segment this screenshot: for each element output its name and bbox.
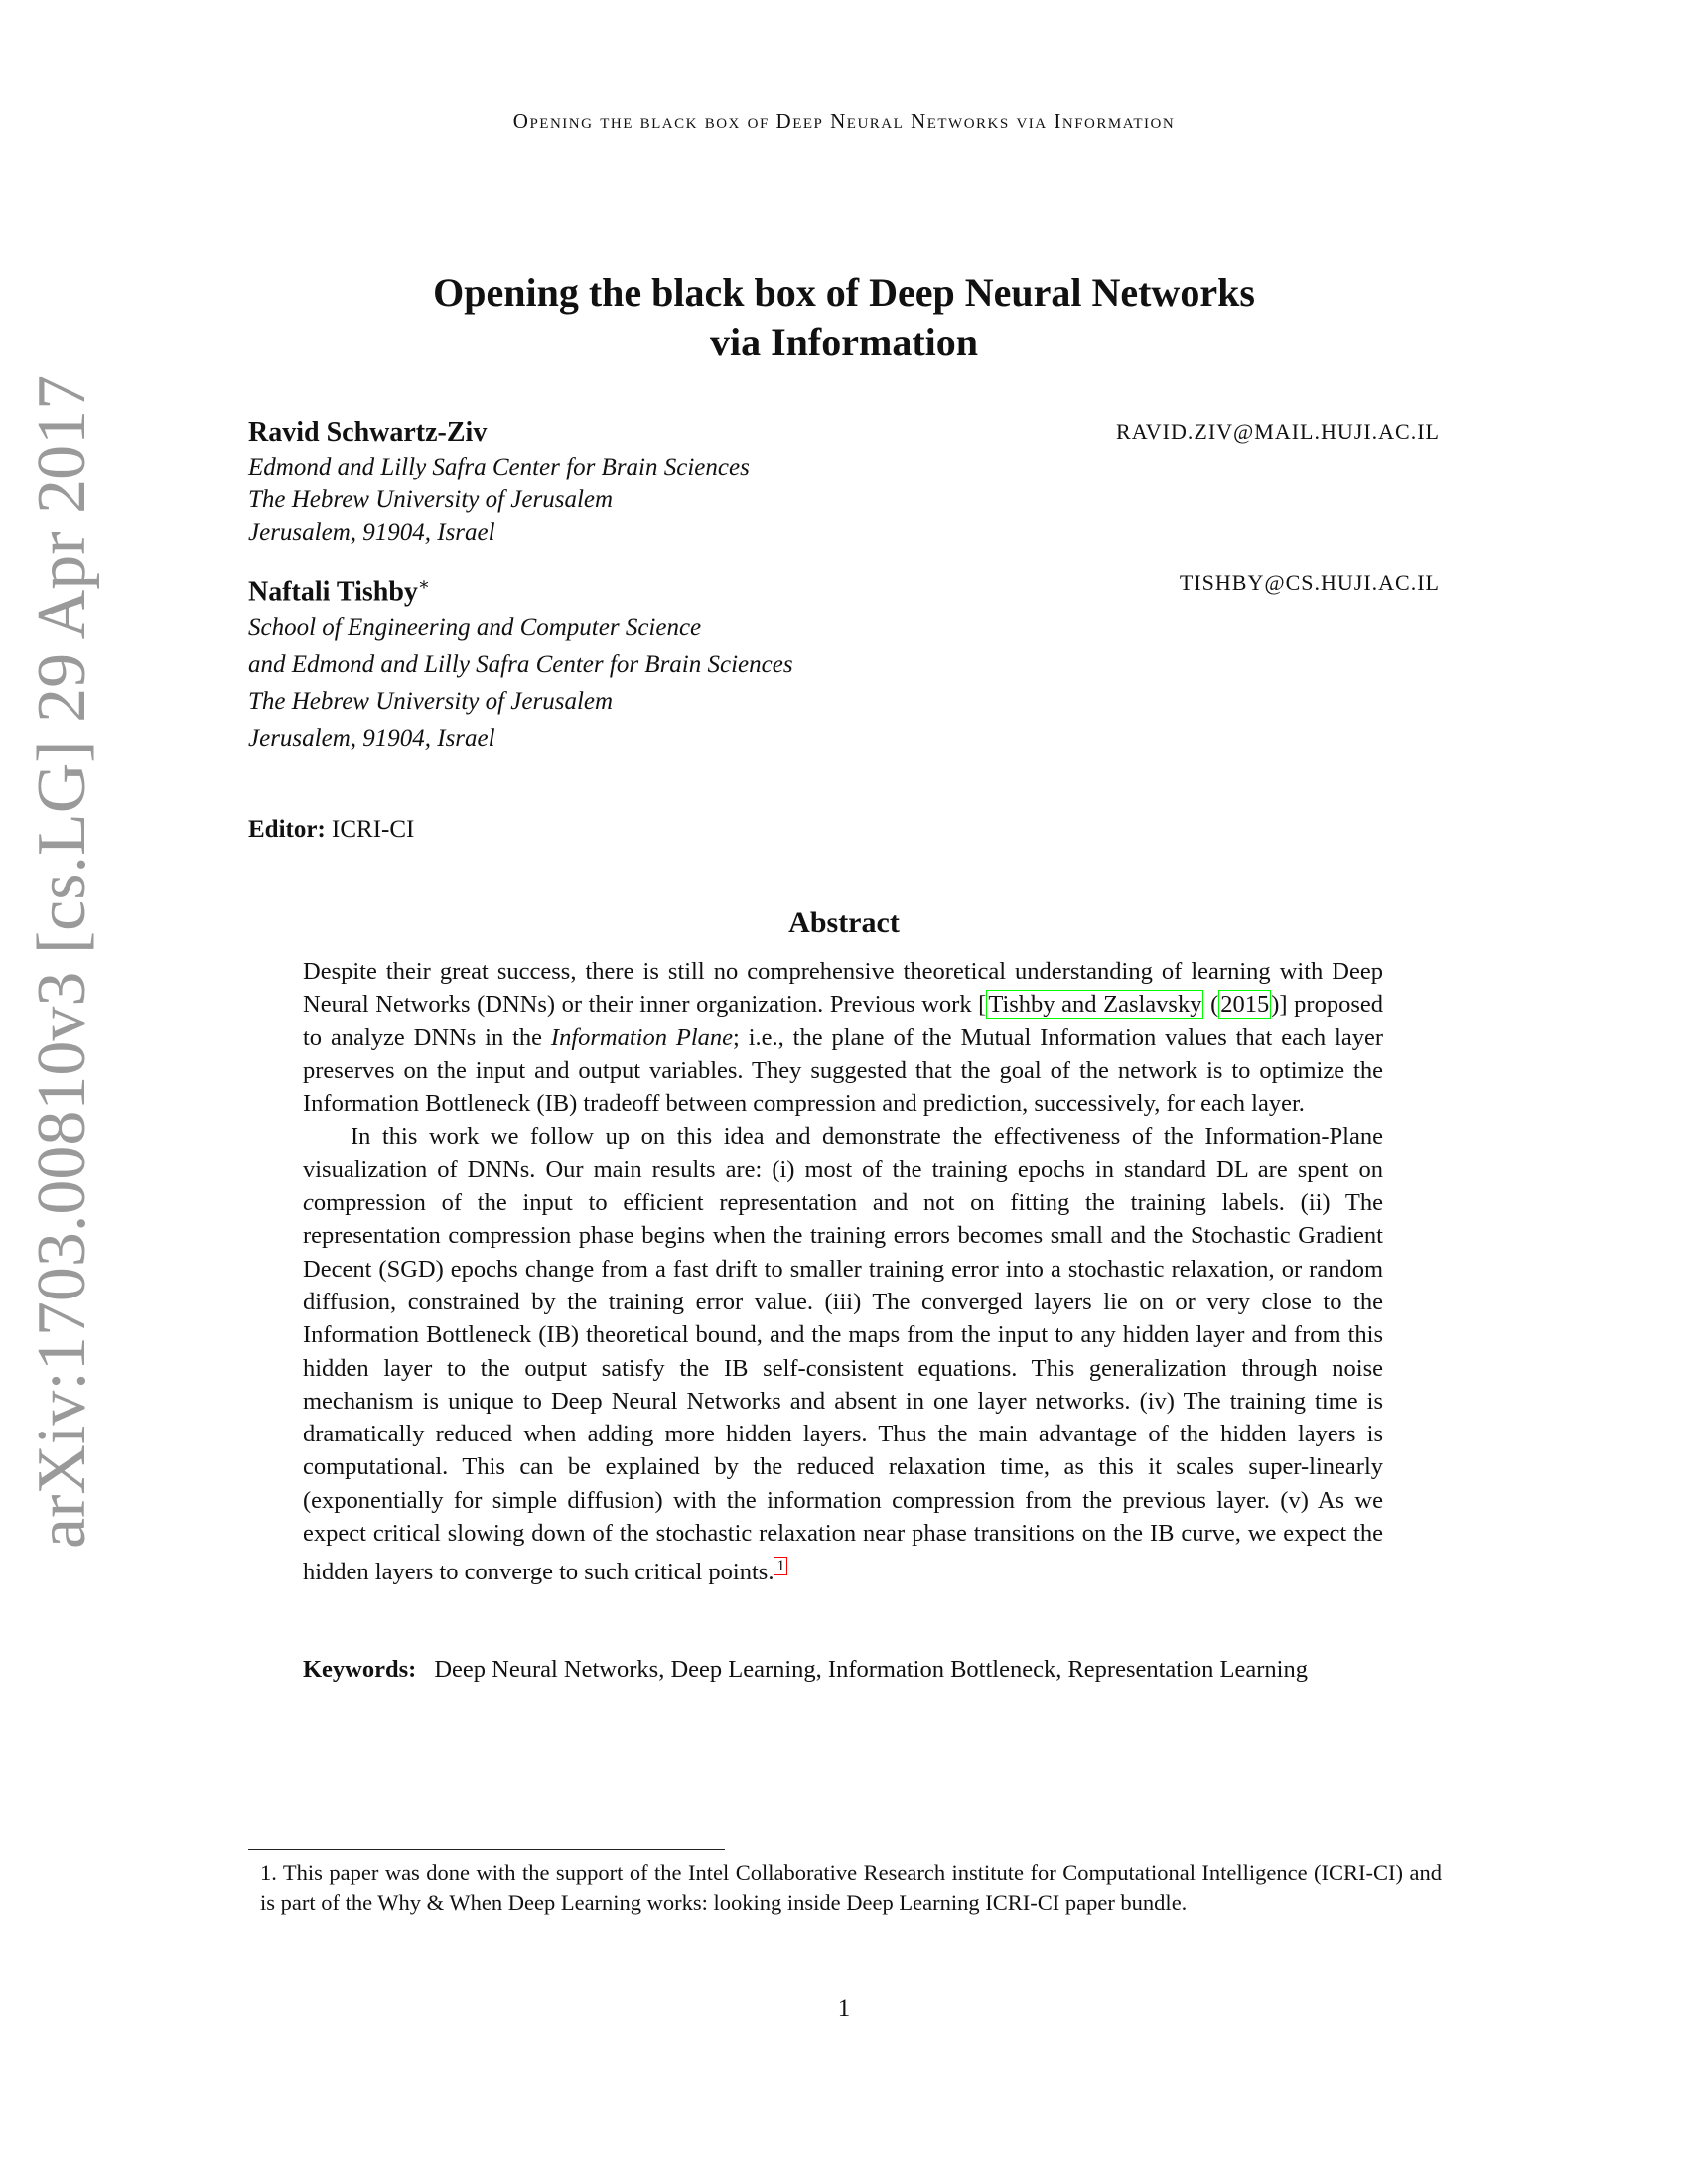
affiliation-line: The Hebrew University of Jerusalem: [248, 688, 614, 716]
corresponding-author-mark: ∗: [417, 574, 431, 594]
editor-value: ICRI-CI: [332, 816, 415, 843]
affiliation-line: The Hebrew University of Jerusalem: [248, 486, 614, 513]
citation-link-author[interactable]: Tishby and Zaslavsky: [988, 991, 1202, 1019]
author-email[interactable]: RAVID.ZIV@MAIL.HUJI.AC.IL: [1116, 419, 1440, 444]
page-number: 1: [837, 1995, 851, 2022]
emphasis-text: Information Plane: [550, 1024, 734, 1051]
abstract-paragraph-1: Despite their great success, there is still no comprehensive theoretical understanding of learning with Deep Neural Networks (DNNs) or their inner organization. Previous work [Tishby and Zaslavsky (2015)] proposed to analyze DNNs in the Information Plane; i.e., the plane of the Mutual Information values that each layer preserves on the input and output variables. They suggested that the goal of the network is to optimize the Information Bottleneck (IB) tradeoff between compression and prediction, successively, for each layer.: [303, 958, 1383, 1118]
affiliation-line: Edmond and Lilly Safra Center for Brain Sciences: [248, 454, 750, 480]
affiliation-line: School of Engineering and Computer Science: [248, 614, 702, 642]
keywords: [303, 1653, 1383, 1686]
affiliation-line: Jerusalem, 91904, Israel: [248, 725, 495, 752]
arxiv-identifier-stamp[interactable]: arXiv:1703.00810v3 [cs.LG] 29 Apr 2017: [24, 374, 100, 1549]
editor-label: Editor:: [248, 816, 326, 843]
editor-line: [248, 816, 414, 844]
author-name: Naftali Tishby∗: [248, 574, 431, 608]
author-name: Ravid Schwartz-Ziv: [248, 417, 488, 448]
title-line-1: Opening the black box of Deep Neural Networks: [433, 270, 1255, 315]
citation-link-year[interactable]: 2015: [1220, 991, 1270, 1019]
affiliation-line: and Edmond and Lilly Safra Center for Brain Sciences: [248, 651, 793, 679]
abstract-body: [303, 955, 1383, 1589]
running-head: Opening the black box of Deep Neural Networks via Information: [512, 109, 1176, 133]
abstract-paragraph-2: In this work we follow up on this idea and demonstrate the effectiveness of the Information-Plane visualization of DNNs. Our main results are: (i) most of the training epochs in standard DL are spent on compression of the input to efficient representation and not on fitting the training labels. (ii) The representation compression phase begins when the training errors becomes small and the Stochastic Gradient Decent (SGD) epochs change from a fast drift to smaller training error into a stochastic relaxation, or random diffusion, constrained by the training error value. (iii) The converged layers lie on or very close to the Information Bottleneck (IB) theoretical bound, and the maps from the input to any hidden layer and from this hidden layer to the output satisfy the IB self-consistent equations. This generalization through noise mechanism is unique to Deep Neural Networks and absent in one layer networks. (iv) The training time is dramatically reduced when adding more hidden layers. Thus the main advantage of the hidden layers is computational. This can be explained by the reduced relaxation time, as this it scales super-linearly (exponentially for simple diffusion) with the information compression from the previous layer. (v) As we expect critical slowing down of the stochastic relaxation near phase transitions on the IB curve, we expect the hidden layers to converge to such critical points. $^1$: [303, 1123, 1383, 1586]
author-email[interactable]: TISHBY@CS.HUJI.AC.IL: [1179, 570, 1440, 595]
footnote-divider: [248, 1849, 725, 1850]
footnote-link[interactable]: 1: [774, 1557, 787, 1575]
author-block-2: [248, 566, 1440, 756]
footnote-text: 1. This paper was done with the support of the Intel Collaborative Research institute for Computational Intelligence (ICRI-CI) and is part of the Why & When Deep Learning works: looking inside Deep Learning ICRI-CI paper bundle.: [260, 1860, 1442, 1915]
emphasis-text: c: [303, 1189, 314, 1217]
abstract-heading: Abstract: [788, 906, 900, 939]
author-block-1: [248, 415, 1440, 549]
affiliation-line: Jerusalem, 91904, Israel: [248, 519, 495, 546]
keywords-value: Deep Neural Networks, Deep Learning, Information Bottleneck, Representation Learning: [434, 1656, 1308, 1683]
keywords-label: Keywords:: [303, 1656, 417, 1683]
title-line-2: via Information: [710, 320, 978, 364]
paper-title: [0, 268, 1688, 367]
